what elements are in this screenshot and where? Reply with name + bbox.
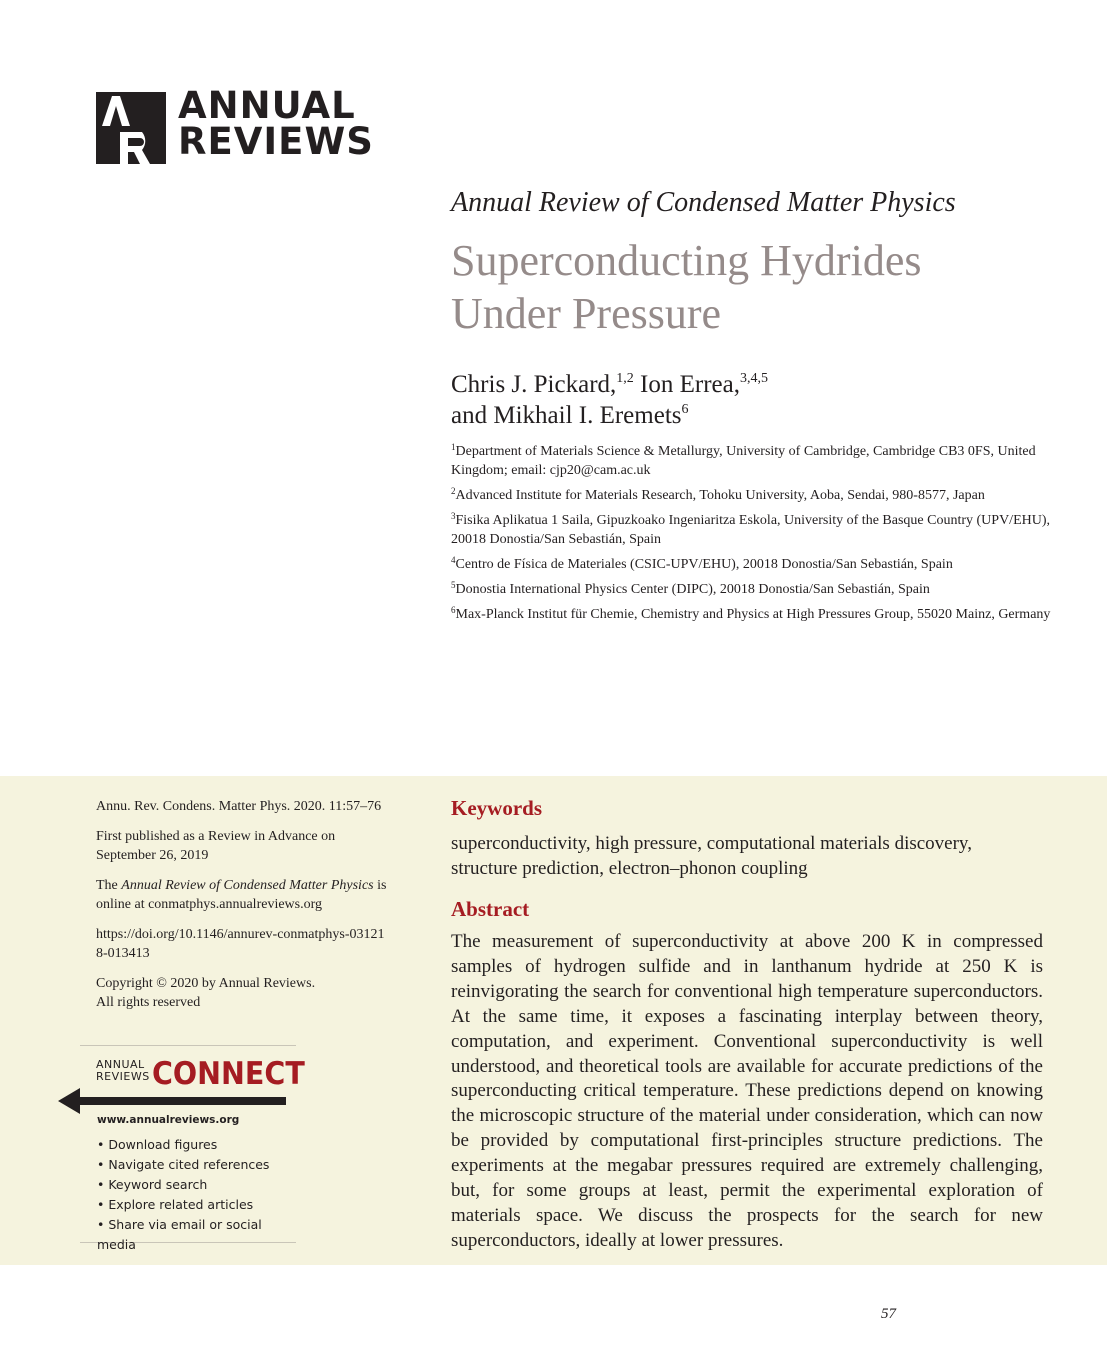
logo-wordmark bbox=[178, 84, 374, 163]
connect-small-line-1: ANNUAL bbox=[96, 1058, 145, 1071]
list-item: • Download figures bbox=[97, 1135, 296, 1155]
author-1-affil: 1,2 bbox=[616, 371, 634, 386]
affiliation-number: 3 bbox=[451, 511, 456, 521]
doi-link[interactable]: https://doi.org/10.1146/annurev-conmatphys-031218-013413 bbox=[96, 927, 385, 961]
affiliation-number: 5 bbox=[451, 580, 456, 590]
annual-reviews-logo-mark-icon bbox=[96, 92, 166, 164]
affiliation-item bbox=[451, 605, 1051, 624]
journal-name: Annual Review of Condensed Matter Physics bbox=[451, 187, 956, 218]
author-2: Ion Errea, bbox=[633, 371, 740, 398]
affiliation-number: 6 bbox=[451, 605, 456, 615]
rights-text: All rights reserved bbox=[96, 995, 201, 1010]
online-note bbox=[96, 876, 396, 914]
logo-line-2: REVIEWS bbox=[178, 120, 374, 163]
connect-feature-list bbox=[97, 1135, 296, 1255]
abstract-text: The measurement of superconductivity at above 200 K in compressed samples of hydrogen sulfide and in lanthanum hydride at 250 K is reinvigorating the search for conventional high temperature superconductors. At the same time, it exposes a fascinating interplay between theory, computation, and experiment. Conventional superconductivity is well understood, and theoretical tools are available for accurate predictions of the superconducting critical temperature. These predictions depend on knowing the microscopic structure of the material under consideration, which can now be provided by computational first-principles structure predictions. The experiments at the megabar pressures required are extremely challenging, but, for some groups at least, permit the experimental exploration of materials space. We discuss the prospects for the search for new superconductors, ideally at lower pressures. bbox=[451, 931, 1043, 1251]
author-2-affil: 3,4,5 bbox=[739, 371, 768, 386]
author-1: Chris J. Pickard, bbox=[451, 371, 617, 398]
connect-title: CONNECT bbox=[152, 1056, 305, 1092]
affiliation-text: Fisika Aplikatua 1 Saila, Gipuzkoako Ingeniaritza Eskola, University of the Basque Country (UPV/EHU), 20018 Donostia/San Sebastián, Spain bbox=[451, 513, 1051, 547]
copyright bbox=[96, 974, 416, 1012]
online-journal: Annual Review of Condensed Matter Physics bbox=[121, 878, 374, 893]
affiliation-item bbox=[451, 511, 1051, 549]
affiliation-item bbox=[451, 486, 1051, 505]
first-published: First published as a Review in Advance on September 26, 2019 bbox=[96, 829, 336, 863]
arrow-left-icon bbox=[58, 1086, 288, 1116]
keywords-heading: Keywords bbox=[451, 796, 542, 820]
article-title bbox=[451, 234, 921, 340]
logo-line-1: ANNUAL bbox=[178, 84, 356, 127]
connect-box bbox=[80, 1045, 305, 1252]
page-number: 57 bbox=[881, 1306, 896, 1322]
author-3-affil: 6 bbox=[681, 402, 689, 417]
annual-reviews-logo bbox=[96, 84, 376, 164]
affiliation-list bbox=[451, 442, 1051, 630]
affiliation-number: 4 bbox=[451, 555, 456, 565]
connect-small-line-2: REVIEWS bbox=[96, 1070, 150, 1083]
list-item: • Share via email or social media bbox=[97, 1215, 296, 1255]
author-list bbox=[451, 369, 768, 431]
article-meta bbox=[96, 797, 416, 1023]
affiliation-text: Advanced Institute for Materials Research, Tohoku University, Aoba, Sendai, 980-8577, Japan bbox=[455, 488, 985, 503]
list-item: • Keyword search bbox=[97, 1175, 296, 1195]
article-title-line-2: Under Pressure bbox=[451, 289, 722, 338]
affiliation-text: Donostia International Physics Center (DIPC), 20018 Donostia/San Sebastián, Spain bbox=[455, 582, 930, 597]
list-item: • Navigate cited references bbox=[97, 1155, 296, 1175]
affiliation-item bbox=[451, 580, 1051, 599]
abstract-heading: Abstract bbox=[451, 897, 530, 921]
article-title-line-1: Superconducting Hydrides bbox=[451, 236, 922, 285]
copyright-text: Copyright © 2020 by Annual Reviews. bbox=[96, 976, 316, 991]
author-3: and Mikhail I. Eremets bbox=[451, 402, 682, 429]
affiliation-number: 2 bbox=[451, 486, 456, 496]
affiliation-text: Department of Materials Science & Metallurgy, University of Cambridge, Cambridge CB3 0FS, United Kingdom; email: cjp20@cam.ac.uk bbox=[451, 444, 1036, 478]
affiliation-number: 1 bbox=[451, 442, 456, 452]
affiliation-text: Centro de Física de Materiales (CSIC-UPV/EHU), 20018 Donostia/San Sebastián, Spain bbox=[455, 557, 953, 572]
list-item: • Explore related articles bbox=[97, 1195, 296, 1215]
online-suffix: is online at conmatphys.annualreviews.org bbox=[96, 878, 387, 912]
affiliation-item bbox=[451, 442, 1051, 480]
citation: Annu. Rev. Condens. Matter Phys. 2020. 11:57–76 bbox=[96, 799, 382, 814]
connect-small-label bbox=[96, 1059, 150, 1083]
affiliation-item bbox=[451, 555, 1051, 574]
online-prefix: The bbox=[96, 878, 122, 893]
affiliation-text: Max-Planck Institut für Chemie, Chemistry and Physics at High Pressures Group, 55020 Mainz, Germany bbox=[455, 607, 1051, 622]
connect-url[interactable]: www.annualreviews.org bbox=[97, 1114, 240, 1126]
keywords-text: superconductivity, high pressure, computational materials discovery, structure prediction, electron–phonon coupling bbox=[451, 833, 972, 879]
